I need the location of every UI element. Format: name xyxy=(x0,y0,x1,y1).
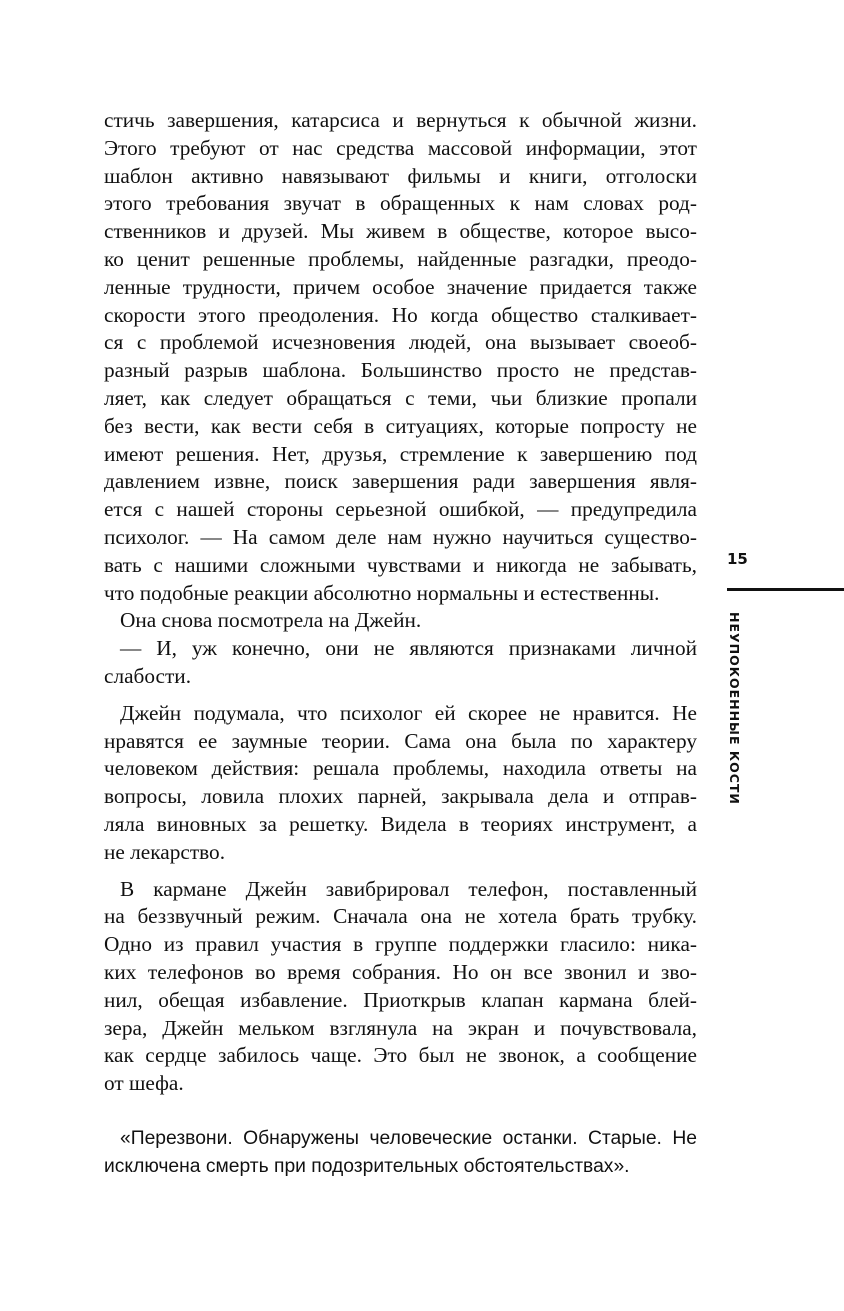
text-line: вать с нашими сложными чувствами и никогда не забывать, xyxy=(104,552,697,577)
text-line: человеком действия: решала проблемы, находила ответы на xyxy=(104,756,697,781)
text-line: Джейн подумала, что психолог ей скорее не нравится. Не xyxy=(120,700,697,725)
text-line: нравятся ее заумные теории. Сама она была по характеру xyxy=(104,728,697,753)
text-line: — И, уж конечно, они не являются признаками личной xyxy=(120,636,697,661)
text-message-quote xyxy=(104,1125,697,1181)
text-line: ется с нашей стороны серьезной ошибкой, — предупредила xyxy=(104,497,697,522)
text-line: В кармане Джейн завибрировал телефон, поставленный xyxy=(120,876,697,901)
page-number: 15 xyxy=(727,550,748,568)
text-line: зера, Джейн мельком взглянула на экран и почувствовала, xyxy=(104,1015,697,1040)
text-line: психолог. — На самом деле нам нужно научиться существо- xyxy=(104,524,697,549)
text-line: разный разрыв шаблона. Большинство просто не представ- xyxy=(104,358,697,383)
header-rule xyxy=(727,588,844,591)
text-line: ся с проблемой исчезновения людей, она вызывает своеоб- xyxy=(104,330,697,355)
text-line: ственников и друзей. Мы живем в обществе, которое высо- xyxy=(104,219,697,244)
text-line: нил, обещая избавление. Приоткрыв клапан кармана блей- xyxy=(104,987,697,1012)
text-line: Она снова посмотрела на Джейн. xyxy=(120,608,422,633)
running-title: НЕУПОКОЕННЫЕ КОСТИ xyxy=(727,612,742,805)
text-line: вопросы, ловила плохих парней, закрывала дела и отправ- xyxy=(104,784,697,809)
text-line: шаблон активно навязывают фильмы и книги, отголоски xyxy=(104,163,697,188)
quote-line: исключена смерть при подозрительных обстоятельствах». xyxy=(104,1155,630,1177)
text-line: ляет, как следует обращаться с теми, чьи близкие пропали xyxy=(104,385,697,410)
quote-line: «Перезвони. Обнаружены человеческие останки. Старые. Не xyxy=(120,1128,697,1149)
text-line: как сердце забилось чаще. Это был не звонок, а сообщение xyxy=(104,1043,697,1068)
text-line: от шефа. xyxy=(104,1071,184,1096)
text-line: Этого требуют от нас средства массовой информации, этот xyxy=(104,135,697,160)
text-line: ко ценит решенные проблемы, найденные разгадки, преодо- xyxy=(104,246,697,271)
paragraph xyxy=(104,107,697,607)
text-line: не лекарство. xyxy=(104,839,226,864)
text-line: стичь завершения, катарсиса и вернуться к обычной жизни. xyxy=(104,108,697,132)
paragraph xyxy=(104,607,697,635)
text-line: давлением извне, поиск завершения ради завершения явля- xyxy=(104,469,697,494)
text-line: имеют решения. Нет, друзья, стремление к завершению под xyxy=(104,441,697,466)
text-line: на беззвучный режим. Сначала она не хотела брать трубку. xyxy=(104,904,697,929)
text-line: Одно из правил участия в группе поддержки гласило: ника- xyxy=(104,932,697,957)
text-line: ких телефонов во время собрания. Но он все звонил и зво- xyxy=(104,959,697,984)
text-line: слабости. xyxy=(104,663,192,688)
text-line: этого требования звучат в обращенных к нам словах род- xyxy=(104,191,697,216)
text-line: ленные трудности, причем особое значение придается также xyxy=(104,274,697,299)
paragraph xyxy=(104,635,697,691)
paragraph xyxy=(104,700,697,867)
body-text xyxy=(104,107,697,1098)
text-line: без вести, как вести себя в ситуациях, которые попросту не xyxy=(104,413,697,438)
text-line: что подобные реакции абсолютно нормальны и естественны. xyxy=(104,580,660,605)
text-line: ляла виновных за решетку. Видела в теориях инструмент, а xyxy=(104,811,697,836)
paragraph xyxy=(104,876,697,1098)
text-line: скорости этого преодоления. Но когда общество сталкивает- xyxy=(104,302,697,327)
